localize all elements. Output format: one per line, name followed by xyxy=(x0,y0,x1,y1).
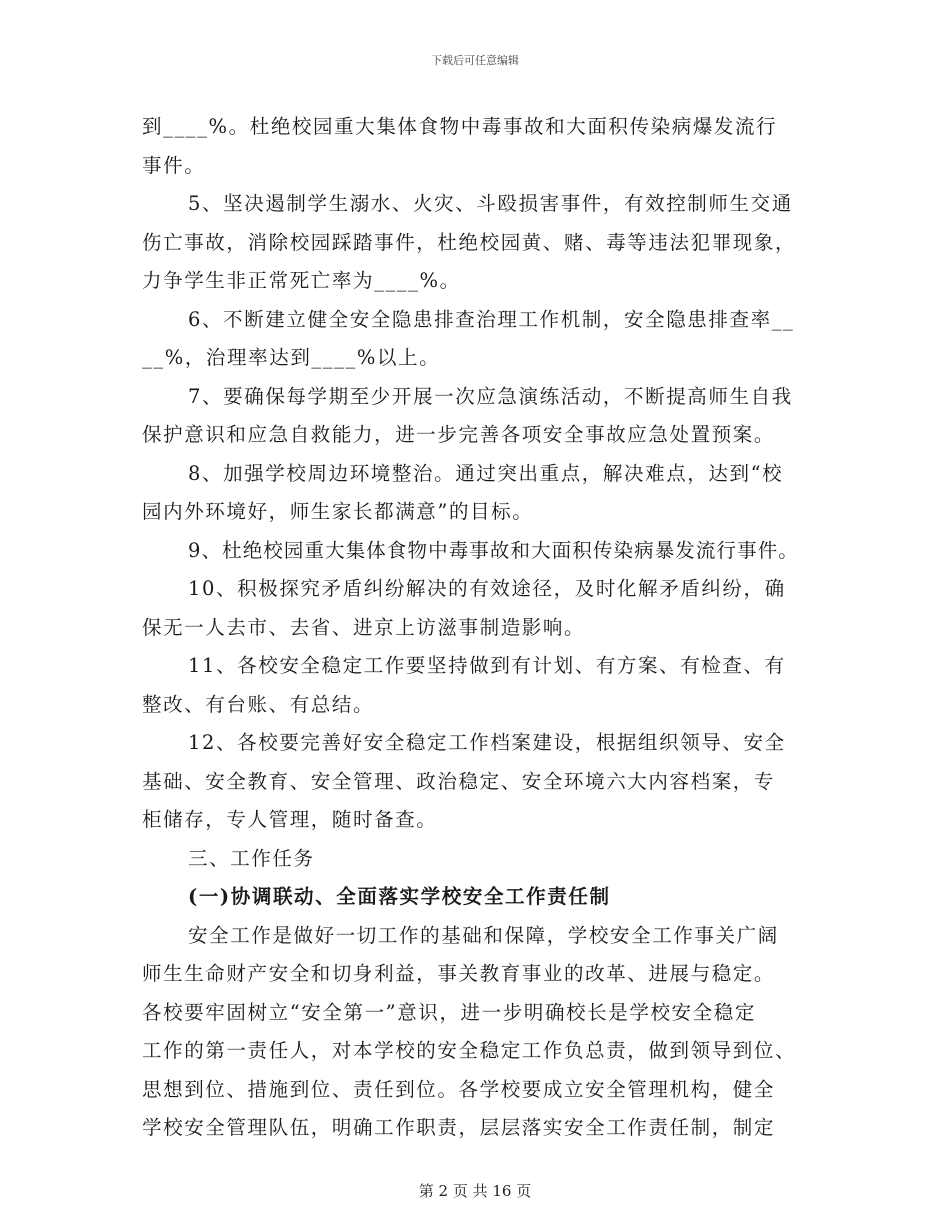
body-line: 师生生命财产安全和切身利益，事关教育事业的改革、进展与稳定。 xyxy=(142,962,776,985)
body-line: 保护意识和应急自救能力，进一步完善各项安全事故应急处置预案。 xyxy=(142,423,776,446)
list-item-9-line: 9、杜绝校园重大集体食物中毒事故和大面积传染病暴发流行事件。 xyxy=(188,538,799,562)
list-item-7-line: 7、要确保每学期至少开展一次应急演练活动，不断提高师生自我 xyxy=(188,384,793,408)
list-item-6-line: 6、不断建立健全安全隐患排查治理工作机制，安全隐患排查率__ xyxy=(188,307,795,331)
body-line: 柜储存，专人管理，随时备查。 xyxy=(142,808,438,831)
body-line: 保无一人去市、去省、进京上访滋事制造影响。 xyxy=(142,615,586,639)
body-line: 园内外环境好，师生家长都满意”的目标。 xyxy=(142,500,534,523)
body-line: 伤亡事故，消除校园踩踏事件，杜绝校园黄、赌、毒等违法犯罪现象， xyxy=(142,230,797,254)
body-line: 思想到位、措施到位、责任到位。各学校要成立安全管理机构，健全 xyxy=(142,1077,776,1101)
body-line: 工作的第一责任人，对本学校的安全稳定工作负总责，做到领导到位、 xyxy=(142,1039,797,1062)
page-header: 下载后可任意编辑 xyxy=(431,54,519,67)
body-line: 整改、有台账、有总结。 xyxy=(142,692,375,716)
body-line: 各校要牢固树立“安全第一”意识，进一步明确校长是学校安全稳定 xyxy=(142,1000,756,1024)
body-line: 基础、安全教育、安全管理、政治稳定、安全环境六大内容档案，专 xyxy=(142,769,776,793)
body-line: 学校安全管理队伍，明确工作职责，层层落实安全工作责任制，制定 xyxy=(142,1116,776,1139)
list-item-5-line: 5、坚决遏制学生溺水、火灾、斗殴损害事件，有效控制师生交通 xyxy=(188,192,793,215)
list-item-8-line: 8、加强学校周边环境整治。通过突出重点，解决难点，达到“校 xyxy=(188,461,784,485)
list-item-11-line: 11、各校安全稳定工作要坚持做到有计划、有方案、有检查、有 xyxy=(188,654,786,677)
section-heading: 三、工作任务 xyxy=(188,846,315,870)
list-item-10-line: 10、积极探究矛盾纠纷解决的有效途径，及时化解矛盾纠纷，确 xyxy=(188,577,786,600)
body-line: 力争学生非正常死亡率为____%。 xyxy=(142,269,461,292)
body-line: 到____%。杜绝校园重大集体食物中毒事故和大面积传染病爆发流行 xyxy=(142,115,778,138)
paragraph-first-line: 安全工作是做好一切工作的基础和保障，学校安全工作事关广阔 xyxy=(188,923,779,947)
body-line: 事件。 xyxy=(142,153,206,177)
page-footer: 第 2 页 共 16 页 xyxy=(418,1182,532,1200)
subsection-heading: (一)协调联动、全面落实学校安全工作责任制 xyxy=(188,885,611,908)
document-body xyxy=(142,108,832,1148)
list-item-12-line: 12、各校要完善好安全稳定工作档案建设，根据组织领导、安全 xyxy=(188,731,786,754)
body-line: __%，治理率达到____%以上。 xyxy=(142,346,441,369)
